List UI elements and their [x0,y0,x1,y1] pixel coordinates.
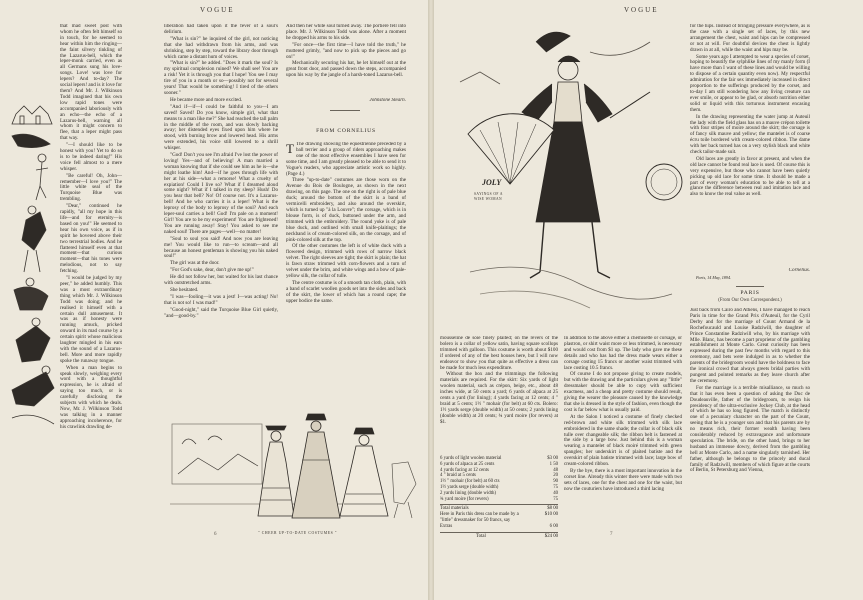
costumes-caption: " CHEER UP-TO-DATE COSTUMES " [258,531,338,535]
paris-article [690,308,810,530]
byline: Johnstone Stearn. [369,98,406,103]
bill-subtotal-label: Total materials [440,506,469,512]
fan-verse: SAYINGS OF A WISE WOMAN [474,192,503,201]
section-rule [330,110,360,111]
paragraph: that mad sweet post with whom he often felt himself so in touch, for he seemed to hear within him the ringing—the faint silvery tinkling of the Lazarus-bell, which the leper-monk carried, even as all Germans sung his love-songs. Love! was love for lepers? And to-day? The social lepers! and is it love for them? And Mr. J. Wilkinson Todd imagined that his own low rapid tones were accompanied laboriously with an echo—the echo of a Lazarus-bell, warning all whom it might concern to flee, that a leper might pass that way. [60,24,122,142]
bill-total [440,532,558,540]
bill-item: 4 " braid at 5 cents [440,473,476,479]
bill-item: 6 yards of light woolen material [440,456,502,461]
paragraph: Of course I do not propose giving to create models, but with the drawing and the particulars given any "little" dressmaker should be able to copy with sufficient exactness, and a cheap and pretty costume should result, giving the wearer the pleasure caused by the knowledge that she is dressed in the style of fashion, even though the cost is far below what is usually paid. [564,371,682,413]
bill-item: 4 yards facing at 12 cents [440,467,489,473]
materials-bill [440,456,558,539]
paragraph: And then her white soul turned away. The portiere fell into place. Mr. J. Wilkinson Todd was alone. After a moment he dropped his arms to his side. [286,24,406,41]
paragraph: "For God's sake, dear, don't give me up!" [170,267,254,274]
paragraph: Some years ago I attempted to wear a species of corset, hoping to beautify the sylphlike lines of my manly form (I have more than I want of these lines and would be willing to dispose of a certain quantity even now). My respectful admiration for the fair sex immediately increased in direct proportion to the sufferings produced by the corset, and to-day I am still wondering how any living creature can ever smile, or appear to be glad, or absorb nutrition either solid or liquid with this torturous instrument encasing them. [690,53,810,113]
paragraph: "I would be judged by my peer," he added humbly. This was a most extraordinary thing which Mr. J. Wilkinson Todd was doing; and he realised it himself with a certain dull amusement. It was as if honesty were running amuck, pricked onward in its mad course by a certain spirit whose malicious laughter mingled in his ears with the sound of a Lazarus-bell. More and more rapidly spoke the runaway tongue. [60,275,122,364]
bill-item: 1½ " mohair (for belt) at 60 cts [440,479,500,485]
bill-amount: 75 [553,496,558,502]
paragraph: Old laces are greatly in favor at present, and when the old lace cannot be found real lace is used. Of course this is very expensive, but those who cannot have been quietly picking up old lace for some time. It should be made a part of every woman's education to be able to tell at a glance the difference between real and imitation lace and also to know the real value as well. [690,155,810,198]
costumes-illustration [168,404,424,528]
bill-subtotal-value: $8 00 [547,506,558,512]
costume-figure-left [258,426,294,516]
paragraph: He did not follow her, but waited for his last chance with outstretched arms. [164,274,278,287]
section-rule [736,286,764,287]
leper-procession-illustration [6,100,60,440]
fan [468,114,554,184]
bill-amount: 75 [553,484,558,490]
signoff: Cornelius. [788,268,810,273]
paragraph: Three "up-to-date" costumes are those worn on the Avenue du Bois de Boulogne, as shown in the next drawing, on this page. The one on the right is of pale blue duck; around the bottom of the skirt is a band of vermicelli embroidery, and also around the overskirt, which is turned up "à la Louvre"; the corsage, which is in blouse form, is of duck, buttoned under the arm, and trimmed with the embroidery. The round yoke is of pale blue duck, and outlined with small knife-plaitings; the neckband is of cream-colored silk, on the corsage, and of pink-colored silk at the top. [286,177,406,243]
paragraph: for the hips. Instead of bringing pressure everywhere, as is the case with a single set of laces, by this new arrangement the chest, waist and hips can be compressed or not at will. For doubtful devices the chest is lightly drawn in at all, while the waist and hips may be. [690,24,810,53]
paragraph: For the marriage is a terrible misalliance, so much so that it has even been a question of asking the Duc de Doudeauville, father of the bridegroom, to resign his presidency of the ultra-exclusive Jockey Club, at the head of which he has so long figured. The match is distinctly one of a pecuniary character on the part of the Count, seeing that he is a younger son and that his parents are by no means rich, their former wealth having been considerably reduced by extravagance and unfortunate speculation. The bride, on the other hand, brings to her husband an immense dowry, derived from the gambling hell at Monte Carlo, and a name singularly tarnished. Her father, although he belongs to the princely and ducal family of Radziwill, members of which figure at the courts of Berlin, St Petersburg and Vienna, [690,384,810,474]
moon-disc [646,164,682,200]
left-col1-text [60,24,122,530]
right-col3-text [690,24,810,268]
paragraph: "Good-night," said the Turquoise Blue Girl quietly, "and—good-by." [164,306,278,319]
bill-extras-value: 6 00 [549,523,558,529]
bill-making-label: Here in Paris this dress can be made by a "little" dressmaker for 50 francs, say [440,512,519,523]
paragraph: "Dear," continued he rapidly, "all my hope in this life—and for eternity—is based on you!" He seemed to hear his own voice, as if in spirit he hovered above their two terrestrial bodies. And he flattered himself even at that moment—that curious moment—that his tones were melodious, not to say fetching. [60,203,122,275]
bill-total-value: $24 00 [544,533,558,539]
bill-row [440,497,558,503]
fan-girl-illustration [440,22,688,332]
bill-rows [440,456,558,502]
drop-cap: T [286,142,294,156]
cornelius-article [286,142,406,404]
paragraph: "For once—the first time—I have told the truth," he muttered grimly, "and now to pick up the pieces and go on!" [286,41,406,60]
bill-item: 1½ yards serge (double width) [440,484,499,490]
paragraph: In addition to the above either a chemisette or corsage, or plastron, or shirt waist more or less trimmed, is necessary and would cost from $1 up. The lady who gave me these details and who has had the dress made wears either a corsage costing 15 francs or another waist trimmed with lace costing 10.5 francs. [564,336,682,371]
paragraph: "What is sin?" he inquired of the girl, not noticing that she had withdrawn from his arms, and was shrinking, step by step, toward the library door through which came a distant hum of voices. [164,35,278,60]
paragraph: The centre costume is of a smooth tan cloth, plain, with a band of scarlet woollen goods set into the sides and back of the skirt, the lower of which has a round cape; the upper bodice the same. [286,279,406,304]
bill-item: 6 yards of alpaca at 25 cents [440,461,495,467]
left-col2-text [164,24,278,410]
paragraph: By the bye, there is a most important innovation in the corset line. Already this winter there were made with two sets of laces, one for the chest and one for the waist, but now the couturiers have introduced a third lacing [564,467,682,492]
paragraph: When a man begins to speak slowly, weighing every word with a thoughtful expression, he is afraid of saying too much, or is carefully disclosing the subjects with which he deals. Now, Mr. J. Wilkinson Todd was talking in a manner approaching incoherence, for his crawlink drawling de- [60,364,122,430]
bill-amount: 1 50 [549,461,558,467]
bill-amount: 48 [553,467,558,473]
paragraph: "Soul to soul you said! And now you are leaving me! You would like to run—to scream—and all because an honest gentleman is showing you his naked soul!" [164,235,278,260]
paragraph: "God! Don't you see I'm afraid I've lost the power of loving! Yes—and of believing! A man married a woman knowing that if she could see him as he is—she might loathe him! And—if he goes through life with her at his side—what a remorse! What a cruelty of expiation! Could I live so? What if I dreamed aloud some night? What if I talked in my sleep? Hush! Do you hear that bell? No! Of course not. It's a Lazarus-bell! And he who carries it is a leper! What is the leprosy of the body to leprosy of the soul? And each leper-soul carries a bell! God! I'm pale on a moment! Girl! You are to be my experiment! You are frightened! You are running away! Stay! You asked to see me naked soul! There are pages—well—no matter! [164,152,278,235]
paragraph: She hesitated. [170,286,199,293]
page-number-right: 7 [610,532,613,537]
paragraph: "And if—if—I could be faithful to you—I am saved! Saved! Do you know, simple girl, what that means to a man like me?" She had reached the tall palm in the middle of the room, and was slowly backing away; her distended eyes fixed upon him where he stood, with burning brow and lowered head. His arms were extended, his voice still lowered to a shrill whisper. [164,103,278,152]
paragraph: Just back from Cairo and Athens, I have managed to reach Paris in time for the Grand Prix d'Auteuil, for the Cyril Derby and for the marriage of Count Armand de la Rochefoucauld and Louise Radziwill, the daughter of Prince Constantine Radziwill who, by his marriage with Mlle. Blanc, has become a part proprietor of the gambling establishment at Monte Carlo. Great curiosity has been expressed during the past few months with regard to this ceremony, and bets were indulged in as to whether the parents of the bridegroom would have the boldness to face the ironical crowd that always greets bridal parties with pungent and pointed remarks as they leave church after the ceremony. [690,308,810,384]
bill-extras-label: Extras [440,523,453,529]
bill-amount: 20 [553,473,558,479]
costume-figure-centre [292,414,340,518]
paragraph: The girl was at the door. [170,260,220,267]
paragraph: He became more and more excited. [170,96,243,103]
dateline: Paris, 14 May, 1894. [696,275,732,280]
paragraph: "—I should like to be honest with you! Yet to do so is to be indeed daring!" His voice fell almost to a mere whisper. [60,142,122,172]
bill-making [440,512,558,524]
paragraph: mousseline de soie finely plaited; on the revers of the bolero is a collar of yellow satin, having square scollops trimmed with galloon. This costume is worth about $100 if ordered of any of the best houses here, but I will now endeavor to show you that quite as effective a dress can be made for much less expenditure. [440,336,558,371]
paragraph: Of the other costumes the left is of white duck with a flowered design, trimmed with rows of narrow black velvet. The right sleeves are tight; the skirt is plain; the hat is fawn straw trimmed with corn-flowers and a turn of velvet under the brim, and white wings and a bow of pale-yellow silk, the collar of tulle. [286,243,406,279]
paragraph: "Be careful! Oh, John—remember—I love you!" The little white seal of the Turquoise Blue was trembling. [60,172,122,203]
masthead-left: VOGUE [200,6,235,14]
fan-lettering: JOLY [482,178,502,187]
costume-figure-right [340,428,388,516]
bill-subtotal [440,504,558,512]
paragraph: At the Salon I noticed a costume of finely checked red-brown and white silk trimmed with silk lace embroidered in the same shade; the collar is of black silk tulle over changeable silk; the ribbon belt is fastened at the side by a large bow. Just behind this is a woman wearing a mantelet of black moiré trimmed with green spangles; her underskirt is of plaited batiste and the overskirt of plain batiste trimmed with lace; large bow of cream-colored ribbon. [564,413,682,468]
page-gutter [428,0,434,600]
cornelius-heading: FROM CORNELIUS [316,128,376,134]
bill-extras [440,524,558,530]
bill-item: ¾ yard moire (for revers) [440,496,489,502]
paragraph: In the drawing representing the water jump at Auteuil the lady with the field glass has on a mauve crépon toilette with four stripes of moire around the skirt; the corsage is of fancy silk mauve and yellow; the mantelet is of coarse écru toile bordered with cream-colored ribbon. The dame with her back turned has on a very stylish black and white check tailor-made suit. [690,113,810,156]
bill-making-value: $10 00 [544,512,558,518]
paragraph: liberation had taken upon it the fever of a soul's delirium. [164,24,278,35]
paris-heading: PARIS [740,290,760,296]
paragraph: "What is sin?" he added. "Does it mark the soul? Is my spiritual complexion ruined? We shall see! You are a risk! Yet it is through you that I hope! You see I may tire of you in a month or so—possibly not for several years! That would be something! I tired of the others sooner." [164,60,278,96]
bill-total-label: Total [476,533,486,539]
bill-amount: 90 [553,479,558,485]
paragraph: Mechanically securing his hat, he let himself out at the great front door, and passed down the steps, accompanied upon his way by the jangle of a harsh-toned Lazarus-bell. [286,60,406,79]
bill-amount: $3 00 [547,456,558,461]
paragraph [286,142,406,177]
masthead-right: VOGUE [624,6,659,14]
paragraph: "I was—fooling—it was a jest! I—was acting! No! that is not so! I was mad!" [164,293,278,306]
bill-item: 2 yards lining (double width) [440,490,496,496]
left-col3-top-text [286,24,406,98]
right-col1-text [440,336,558,452]
paris-subhead: (From Our Own Correspondent.) [718,298,782,303]
paragraph: Without the box and the trimmings the following materials are required. For the skirt: Six yards of light woolen material, such as crépon, beige, etc., about 48 inches wide, at 50 cents a yard; 6 yards of alpaca at 25 cents a yard (for lining); 4 yards facing at 12 cents; 4 " braid at 5 cents; 1½ " mohair (for belt) at 60 cts. Bolero: 1½ yards serge (double width) at 50 cents; 2 yards lining (double width) at 20 cents; ¾ yard moire (for revers) at $1. [440,371,558,425]
right-col2-text [564,336,682,530]
bill-amount: 40 [553,490,558,496]
page-number-left: 6 [214,532,217,537]
paragraph-text: The drawing showing the equestrienne preceded by a ball terrier and a group of riders approaching makes one of the most effective ensembles I have seen for some time, and I am greatly pleased to be able to send it to Vogue's readers, who appreciate artistic work so highly. (Page 4.) [286,142,406,177]
